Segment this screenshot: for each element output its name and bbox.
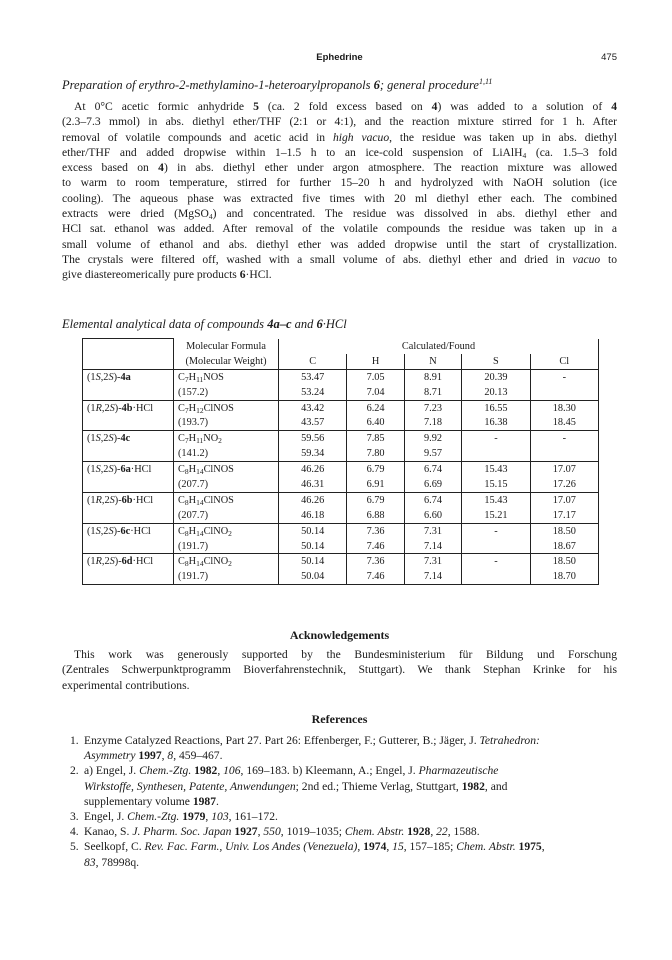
calculated-value: 50.14 [279, 554, 347, 569]
compound-cell: (1R,2S)-4b·HCl [83, 400, 174, 415]
reference-line: Engel, J. Chem.-Ztg. 1979, 103, 161–172. [84, 810, 278, 824]
header-cl: Cl [530, 354, 598, 369]
found-value: 7.14 [404, 569, 461, 584]
reference-item [62, 763, 617, 809]
text-line: excess based on 4) in abs. diethyl ether under argon atmosphere. The reaction mixture was allowed [62, 161, 618, 175]
found-value: 7.46 [347, 569, 404, 584]
found-value: 6.69 [404, 477, 461, 492]
calculated-value: 15.43 [462, 462, 530, 477]
found-value: 7.80 [347, 446, 404, 461]
compound-cell: (1S,2S)-6c·HCl [83, 523, 174, 538]
calculated-value: 6.79 [347, 462, 404, 477]
header-compound-cell [83, 354, 174, 369]
text-line: ether/THF and added dropwise within 1–1.5 h to an ice-cold suspension of LiAlH$_4$ (ca. 1.5–3 fold [62, 145, 617, 160]
text-line: This work was generously supported by the Bundesministerium für Bildung und Forschung [74, 648, 617, 661]
procedure-heading-main: Preparation of erythro-2-methylamino-1-heteroarylpropanols [62, 78, 374, 92]
calculated-value: - [462, 554, 530, 569]
molecular-weight-cell: (191.7) [174, 539, 279, 554]
calculated-value: - [462, 523, 530, 538]
reference-number: 4. [70, 825, 79, 839]
found-value: 7.46 [347, 539, 404, 554]
header-formula: Molecular Formula [174, 339, 279, 354]
table-caption: Elemental analytical data of compounds 4a–c and 6·HCl [62, 317, 347, 331]
found-value: 6.60 [404, 508, 461, 523]
reference-line: supplementary volume 1987. [84, 794, 219, 808]
found-value [462, 446, 530, 461]
header-s: S [462, 354, 530, 369]
calculated-value: 6.79 [347, 492, 404, 507]
formula-cell: $C_8H_{14}ClNO_2$ [174, 554, 279, 569]
found-value: 59.34 [279, 446, 347, 461]
reference-line: 83, 78998q. [84, 855, 140, 869]
found-value: 17.26 [530, 477, 598, 492]
table-row [83, 415, 599, 430]
header-calc-found: Calculated/Found [279, 339, 599, 354]
found-value: 7.18 [404, 415, 461, 430]
molecular-weight-cell: (191.7) [174, 569, 279, 584]
found-value: 50.14 [279, 539, 347, 554]
calculated-value: 7.36 [347, 554, 404, 569]
table-row [83, 462, 599, 477]
header-molecular-weight: (Molecular Weight) [174, 354, 279, 369]
found-value: 6.91 [347, 477, 404, 492]
table-row [83, 369, 599, 384]
table-row [83, 446, 599, 461]
found-value: 16.38 [462, 415, 530, 430]
calculated-value: 18.50 [530, 554, 598, 569]
molecular-weight-cell: (141.2) [174, 446, 279, 461]
table-row [83, 554, 599, 569]
calculated-value: 7.31 [404, 554, 461, 569]
compound-cell [83, 415, 174, 430]
found-value: 9.57 [404, 446, 461, 461]
found-value: 7.04 [347, 385, 404, 400]
reference-item [62, 824, 617, 839]
running-header [62, 52, 617, 68]
molecular-weight-cell: (207.7) [174, 508, 279, 523]
calculated-value: 9.92 [404, 431, 461, 446]
found-value: 7.14 [404, 539, 461, 554]
reference-line: Enzyme Catalyzed Reactions, Part 27. Part 26: Effenberger, F.; Gutterer, B.; Jäger, J. Tetrahedron: [84, 734, 540, 747]
found-value: 43.57 [279, 415, 347, 430]
table-row [83, 431, 599, 446]
compound-cell: (1R,2S)-6d·HCl [83, 554, 174, 569]
formula-cell: $C_7H_{11}NOS$ [174, 369, 279, 384]
table-row [83, 477, 599, 492]
reference-number: 5. [70, 840, 79, 854]
text-line: The crystals were filtered off, washed with a small volume of abs. diethyl ether and dried in vacuo to [62, 252, 617, 266]
formula-cell: $C_8H_{14}ClNOS$ [174, 492, 279, 507]
header-h: H [347, 354, 404, 369]
text-line: give diastereomerically pure products 6·HCl. [62, 268, 272, 282]
text-line: to warm to room temperature, stirred for further 15–20 h and hydrolyzed with NaOH solution (ice [62, 176, 617, 190]
calculated-value: 16.55 [462, 400, 530, 415]
compound-cell [83, 508, 174, 523]
found-value: 46.18 [279, 508, 347, 523]
procedure-heading-tail: ; general procedure [379, 78, 479, 92]
calculated-value: 46.26 [279, 462, 347, 477]
reference-line: Wirkstoffe, Synthesen, Patente, Anwendungen; 2nd ed.; Thieme Verlag, Stuttgart, 1982, and [84, 779, 508, 793]
found-value [462, 569, 530, 584]
references-heading: References [311, 712, 368, 726]
text-line: cooling). The aqueous phase was extracted five times with 20 ml diethyl ether each. The combined [62, 191, 617, 205]
found-value: 18.70 [530, 569, 598, 584]
text-line: extracts were dried (MgSO$_4$) and concentrated. The residue was dissolved in abs. diethyl ether and [62, 207, 617, 222]
procedure-heading-compound: 6 [373, 78, 380, 92]
calculated-value: 18.30 [530, 400, 598, 415]
calculated-value: 18.50 [530, 523, 598, 538]
found-value: 20.13 [462, 385, 530, 400]
page-number: 475 [601, 52, 617, 63]
found-value [530, 385, 598, 400]
calculated-value: 7.36 [347, 523, 404, 538]
molecular-weight-cell: (193.7) [174, 415, 279, 430]
reference-number: 3. [70, 810, 79, 824]
calculated-value: 17.07 [530, 462, 598, 477]
procedure-heading-refs: 1,11 [478, 76, 493, 86]
calculated-value: - [530, 431, 598, 446]
calculated-value: 7.31 [404, 523, 461, 538]
calculated-value: 17.07 [530, 492, 598, 507]
header-c: C [279, 354, 347, 369]
found-value: 50.04 [279, 569, 347, 584]
calculated-value: 8.91 [404, 369, 461, 384]
compound-cell [83, 569, 174, 584]
text-line: HCl sat. ethanol was added. After removal of the volatile compounds the residue was taken up in a [62, 222, 617, 236]
found-value: 53.24 [279, 385, 347, 400]
text-line: removal of volatile compounds and acetic acid in high vacuo, the residue was taken up in abs. diethyl [62, 130, 617, 144]
reference-item [62, 839, 617, 869]
calculated-value: 6.74 [404, 462, 461, 477]
reference-item [62, 809, 617, 824]
table-row [83, 400, 599, 415]
reference-line: Asymmetry 1997, 8, 459–467. [84, 749, 223, 763]
table-row [83, 523, 599, 538]
calculated-value: 43.42 [279, 400, 347, 415]
formula-cell: $C_8H_{14}ClNO_2$ [174, 523, 279, 538]
calculated-value: 7.85 [347, 431, 404, 446]
calculated-value: 7.23 [404, 400, 461, 415]
compound-cell: (1S,2S)-4a [83, 369, 174, 384]
molecular-weight-cell: (157.2) [174, 385, 279, 400]
reference-number: 1. [70, 734, 79, 747]
compound-cell: (1S,2S)-6a·HCl [83, 462, 174, 477]
elemental-analysis-table [82, 338, 599, 585]
found-value [530, 446, 598, 461]
found-value: 18.67 [530, 539, 598, 554]
table-row [83, 539, 599, 554]
reference-number: 2. [70, 764, 79, 778]
found-value: 15.21 [462, 508, 530, 523]
reference-line: Seelkopf, C. Rev. Fac. Farm., Univ. Los Andes (Venezuela), 1974, 15, 157–185; Chem. Abstr. 1975, [84, 840, 545, 854]
calculated-value: 46.26 [279, 492, 347, 507]
table-row [83, 492, 599, 507]
calculated-value: 50.14 [279, 523, 347, 538]
formula-cell: $C_7H_{12}ClNOS$ [174, 400, 279, 415]
found-value: 18.45 [530, 415, 598, 430]
text-line: (Zentrales Schwerpunktprogramm Bioverfahrenstechnik, Stuttgart). We thank Stephan Krinke for his [62, 663, 617, 677]
found-value [462, 539, 530, 554]
text-line: At 0°C acetic formic anhydride 5 (ca. 2 fold excess based on 4) was added to a solution of 4 [74, 100, 618, 113]
found-value: 46.31 [279, 477, 347, 492]
header-n: N [404, 354, 461, 369]
found-value: 6.88 [347, 508, 404, 523]
found-value: 6.40 [347, 415, 404, 430]
procedure-paragraph [62, 99, 617, 283]
table-header-row [83, 354, 599, 369]
compound-cell: (1S,2S)-4c [83, 431, 174, 446]
found-value: 15.15 [462, 477, 530, 492]
compound-cell: (1R,2S)-6b·HCl [83, 492, 174, 507]
calculated-value: 53.47 [279, 369, 347, 384]
text-line: experimental contributions. [62, 678, 190, 692]
text-line: small volume of ethanol and abs. diethyl ether was added dropwise until the start of crystallization. [62, 237, 617, 251]
calculated-value: 59.56 [279, 431, 347, 446]
references-list [62, 733, 617, 870]
calculated-value: 15.43 [462, 492, 530, 507]
calculated-value: - [530, 369, 598, 384]
molecular-weight-cell: (207.7) [174, 477, 279, 492]
compound-cell [83, 385, 174, 400]
calculated-value: 6.24 [347, 400, 404, 415]
compound-cell [83, 539, 174, 554]
compound-cell [83, 477, 174, 492]
table-row [83, 569, 599, 584]
procedure-heading [62, 78, 492, 93]
table-row [83, 508, 599, 523]
reference-item [62, 733, 617, 763]
running-title: Ephedrine [316, 52, 363, 63]
formula-cell: $C_7H_{11}NO_2$ [174, 431, 279, 446]
calculated-value: 20.39 [462, 369, 530, 384]
table-header-row [83, 339, 599, 354]
formula-cell: $C_8H_{14}ClNOS$ [174, 462, 279, 477]
calculated-value: 7.05 [347, 369, 404, 384]
found-value: 8.71 [404, 385, 461, 400]
table-row [83, 385, 599, 400]
acknowledgements-paragraph [62, 647, 617, 693]
compound-cell [83, 446, 174, 461]
found-value: 17.17 [530, 508, 598, 523]
reference-line: Kanao, S. J. Pharm. Soc. Japan 1927, 550, 1019–1035; Chem. Abstr. 1928, 22, 1588. [84, 825, 480, 839]
calculated-value: - [462, 431, 530, 446]
header-compound-cell [83, 339, 174, 354]
calculated-value: 6.74 [404, 492, 461, 507]
reference-line: a) Engel, J. Chem.-Ztg. 1982, 106, 169–183. b) Kleemann, A.; Engel, J. Pharmazeutische [84, 764, 499, 778]
text-line: (2.3–7.3 mmol) in abs. diethyl ether/THF (2:1 or 4:1), and the reaction mixture stirred for 1 h. After [62, 115, 617, 129]
acknowledgements-heading: Acknowledgements [289, 628, 390, 642]
